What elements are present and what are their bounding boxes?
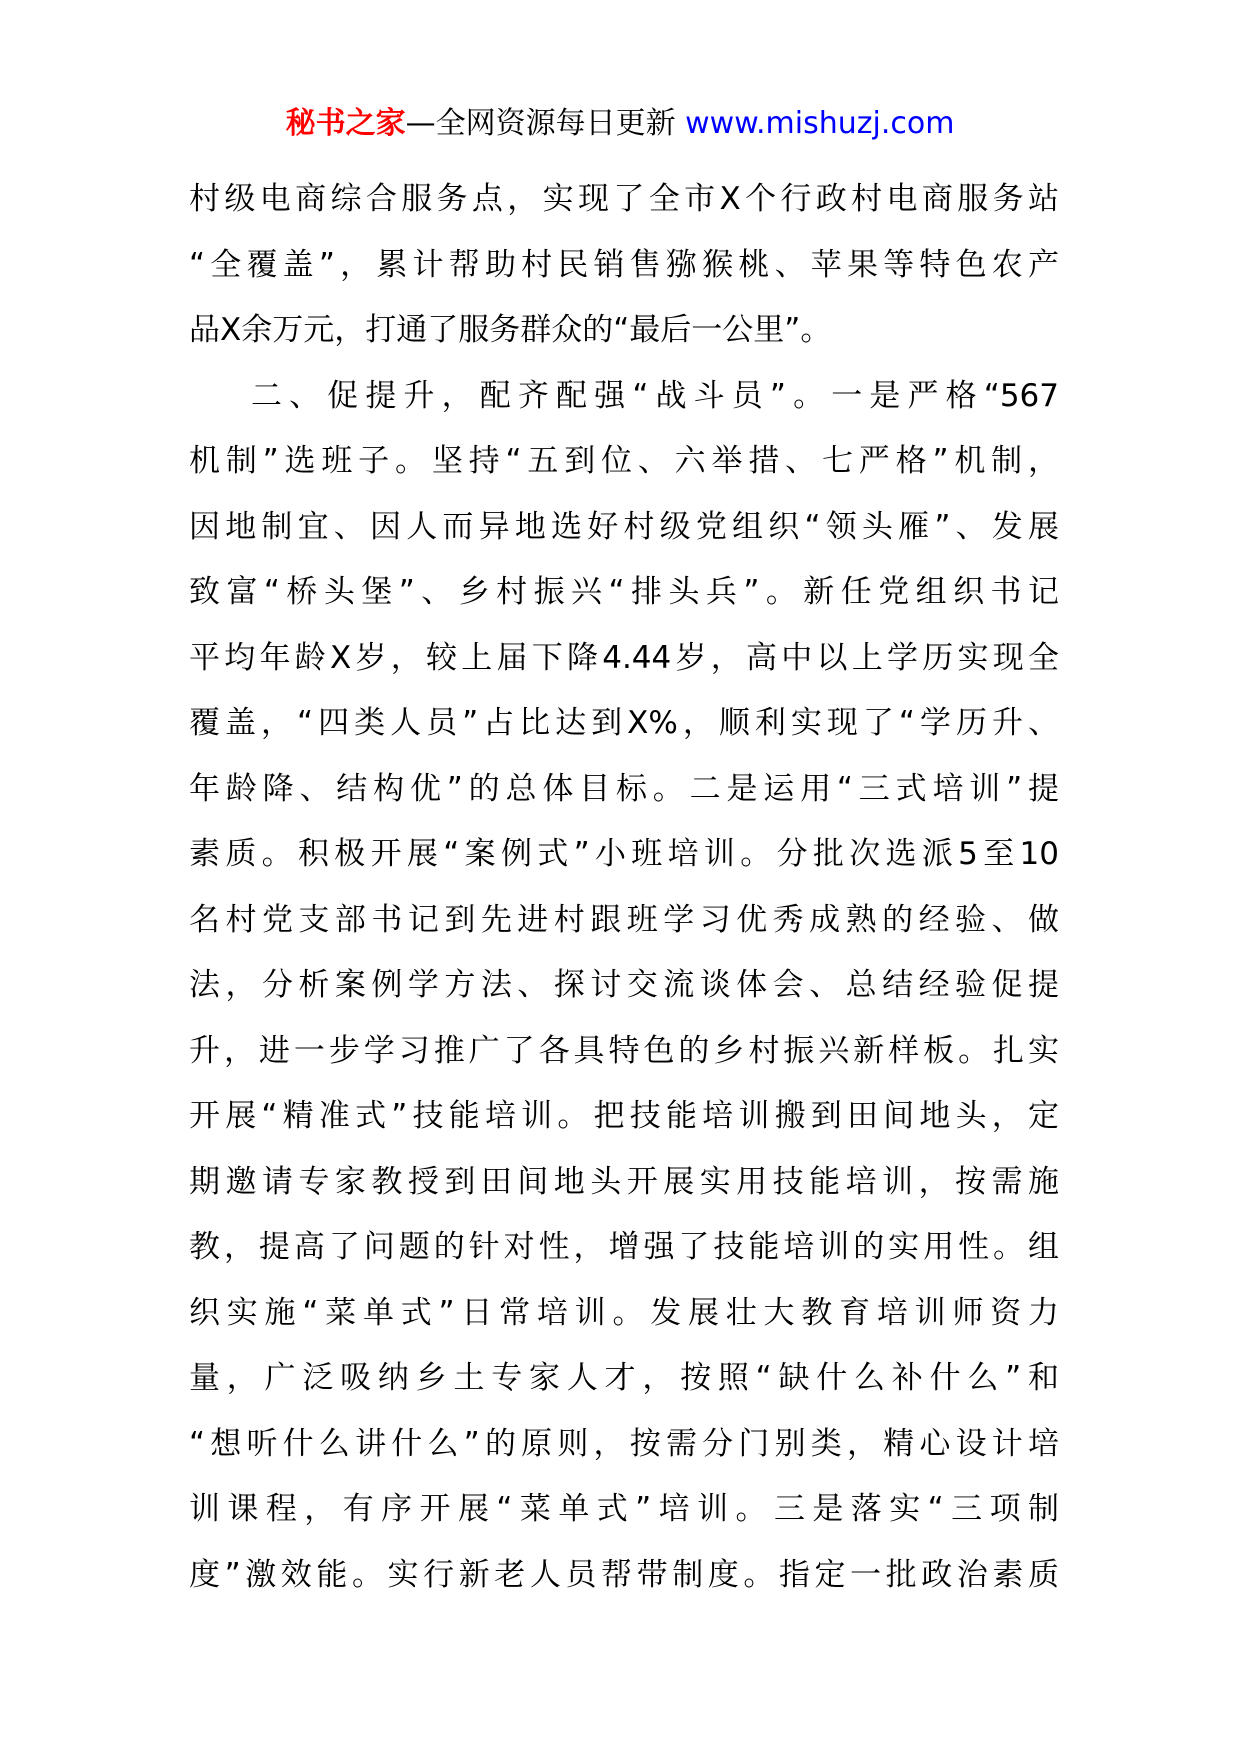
text-line: 年龄降、结构优”的总体目标。二是运用“三式培训”提 [189, 770, 1059, 807]
text-line: 机制”选班子。坚持“五到位、六举措、七严格”机制， [189, 443, 1059, 479]
text-line: 二、促提升，配齐配强“战斗员”。一是严格“567 [251, 377, 1059, 414]
text-line: 期邀请专家教授到田间地头开展实用技能培训，按需施 [189, 1163, 1059, 1200]
text-line: 名村党支部书记到先进村跟班学习优秀成熟的经验、做 [189, 901, 1059, 938]
text-line: 度”激效能。实行新老人员帮带制度。指定一批政治素质 [189, 1556, 1059, 1593]
text-line: 法，分析案例学方法、探讨交流谈体会、总结经验促提 [189, 967, 1059, 1003]
text-line: “想听什么讲什么”的原则，按需分门别类，精心设计培 [189, 1425, 1059, 1462]
text-line: 因地制宜、因人而异地选好村级党组织“领头雁”、发展 [189, 508, 1059, 545]
text-line: 覆盖，“四类人员”占比达到X%，顺利实现了“学历升、 [189, 705, 1059, 741]
text-line: 开展“精准式”技能培训。把技能培训搬到田间地头，定 [189, 1098, 1059, 1134]
page-header [0, 104, 1240, 144]
text-line: 村级电商综合服务点，实现了全市X个行政村电商服务站 [189, 181, 1059, 217]
text-line: 教，提高了问题的针对性，增强了技能培训的实用性。组 [189, 1229, 1059, 1265]
document-body [189, 167, 1059, 1674]
header-tagline: —全网资源每日更新 [405, 106, 676, 141]
text-line: 平均年龄X岁，较上届下降4.44岁，高中以上学历实现全 [189, 639, 1059, 676]
text-line: 量，广泛吸纳乡土专家人才，按照“缺什么补什么”和 [189, 1360, 1059, 1396]
site-url-link[interactable]: www.mishuzj.com [685, 106, 955, 141]
text-line: 升，进一步学习推广了各具特色的乡村振兴新样板。扎实 [189, 1032, 1059, 1069]
text-line: 素质。积极开展“案例式”小班培训。分批次选派5至10 [189, 836, 1059, 872]
text-line: 致富“桥头堡”、乡村振兴“排头兵”。新任党组织书记 [189, 574, 1059, 610]
brand-name: 秘书之家 [285, 106, 406, 141]
text-line: “全覆盖”，累计帮助村民销售猕猴桃、苹果等特色农产 [189, 246, 1059, 283]
text-line: 品X余万元，打通了服务群众的“最后一公里”。 [189, 312, 832, 348]
text-line: 训课程，有序开展“菜单式”培训。三是落实“三项制 [189, 1491, 1059, 1527]
paragraph-1 [189, 167, 1059, 364]
text-line [189, 1608, 1059, 1674]
paragraph-2 [189, 364, 1059, 1674]
text-line: 织实施“菜单式”日常培训。发展壮大教育培训师资力 [189, 1294, 1059, 1331]
